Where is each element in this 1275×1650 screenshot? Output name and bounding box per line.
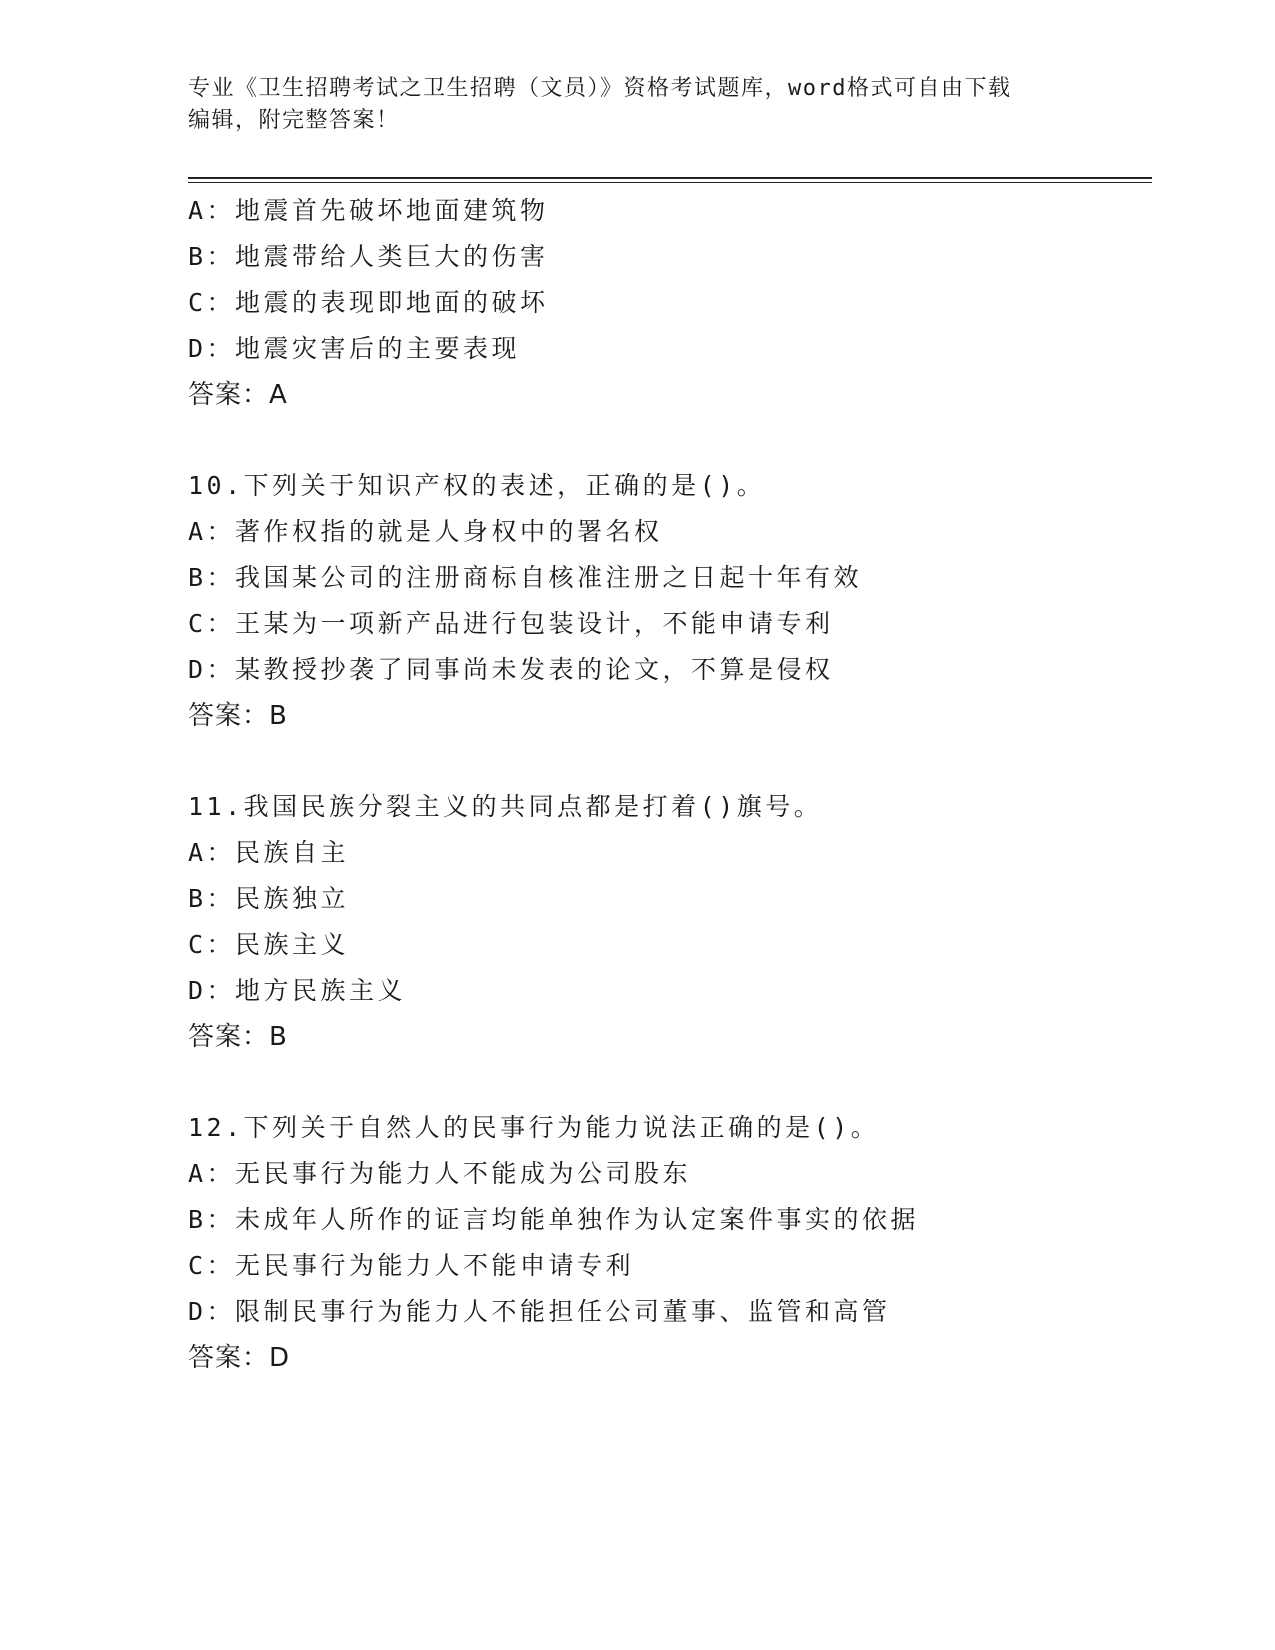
option-d: D：某教授抄袭了同事尚未发表的论文，不算是侵权 xyxy=(188,655,834,684)
question-block xyxy=(188,1105,1168,1381)
question-list xyxy=(188,188,1168,1381)
answer-label: 答案：D xyxy=(188,1343,291,1373)
option-b: B：我国某公司的注册商标自核准注册之日起十年有效 xyxy=(188,563,863,592)
option-a: A：无民事行为能力人不能成为公司股东 xyxy=(188,1159,692,1188)
question-block xyxy=(188,463,1168,739)
answer-label: 答案：B xyxy=(188,701,288,731)
option-a: A：著作权指的就是人身权中的署名权 xyxy=(188,517,663,546)
option-c: C：王某为一项新产品进行包装设计，不能申请专利 xyxy=(188,609,834,638)
question-block xyxy=(188,784,1168,1060)
question-text: 12.下列关于自然人的民事行为能力说法正确的是()。 xyxy=(188,1113,880,1142)
option-c: C：地震的表现即地面的破坏 xyxy=(188,288,549,317)
option-d: D：限制民事行为能力人不能担任公司董事、监管和高管 xyxy=(188,1297,891,1326)
answer-label: 答案：A xyxy=(188,380,288,410)
header-divider xyxy=(188,177,1152,183)
header-title-line-2: 编辑，附完整答案！ xyxy=(188,108,400,133)
option-c: C：民族主义 xyxy=(188,930,350,959)
option-d: D：地震灾害后的主要表现 xyxy=(188,334,521,363)
option-a: A：地震首先破坏地面建筑物 xyxy=(188,196,549,225)
option-b: B：地震带给人类巨大的伤害 xyxy=(188,242,549,271)
option-d: D：地方民族主义 xyxy=(188,976,407,1005)
question-text: 11.我国民族分裂主义的共同点都是打着()旗号。 xyxy=(188,792,823,821)
header-title-line-1: 专业《卫生招聘考试之卫生招聘（文员）》资格考试题库，word格式可自由下载 xyxy=(188,76,1012,101)
question-block xyxy=(188,188,1168,418)
question-text: 10.下列关于知识产权的表述，正确的是()。 xyxy=(188,471,766,500)
answer-label: 答案：B xyxy=(188,1022,288,1052)
option-b: B：未成年人所作的证言均能单独作为认定案件事实的依据 xyxy=(188,1205,920,1234)
option-a: A：民族自主 xyxy=(188,838,350,867)
document-header xyxy=(188,73,1068,137)
option-c: C：无民事行为能力人不能申请专利 xyxy=(188,1251,635,1280)
option-b: B：民族独立 xyxy=(188,884,350,913)
